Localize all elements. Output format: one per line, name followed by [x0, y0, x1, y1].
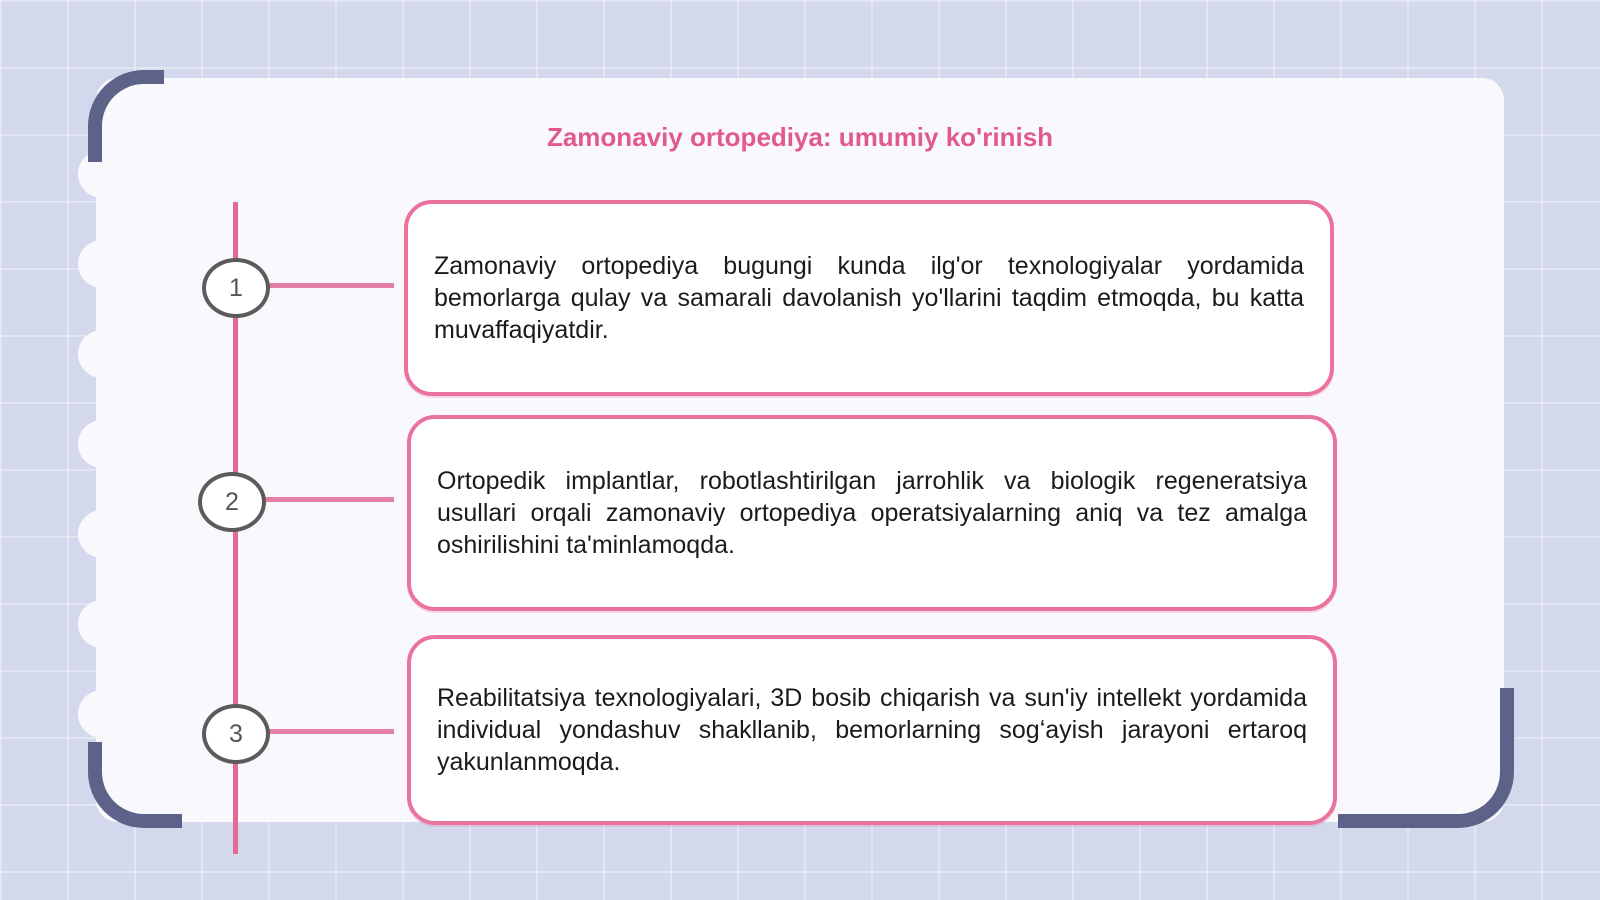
content-text-1: Zamonaviy ortopediya bugungi kunda ilg'or texnologiyalar yordamida bemorlarga qulay va samarali davolanish yo'llarini taqdim etmoqda, bu katta muvaffaqiyatdir. [434, 252, 1304, 344]
timeline-connector [262, 497, 394, 502]
timeline-connector [266, 729, 394, 734]
notebook-scallop [78, 690, 126, 738]
notebook-scallop [78, 600, 126, 648]
slide-title: Zamonaviy ortopediya: umumiy ko'rinish [546, 122, 1054, 152]
timeline-node-3: 3 [202, 704, 270, 764]
notebook-scallop [78, 330, 126, 378]
content-box-1 [404, 200, 1334, 396]
frame-corner-bottom-right [1338, 688, 1514, 828]
timeline-connector [266, 283, 394, 288]
timeline-node-2: 2 [198, 472, 266, 532]
notebook-scallop [78, 420, 126, 468]
frame-corner-top-left [88, 70, 164, 162]
content-box-3 [407, 635, 1337, 825]
timeline-node-1: 1 [202, 258, 270, 318]
content-box-2 [407, 415, 1337, 611]
content-text-3: Reabilitatsiya texnologiyalari, 3D bosib chiqarish va sun'iy intellekt yordamida individual yondashuv shakllanib, bemorlarning sogʻayish jarayoni ertaroq yakunlanmoqda. [437, 684, 1307, 776]
notebook-scallop [78, 240, 126, 288]
content-text-2: Ortopedik implantlar, robotlashtirilgan jarrohlik va biologik regeneratsiya usullari orqali zamonaviy ortopediya operatsiyalarning aniq va tez amalga oshirilishini ta'minlamoqda. [437, 467, 1307, 559]
notebook-scallop [78, 510, 126, 558]
